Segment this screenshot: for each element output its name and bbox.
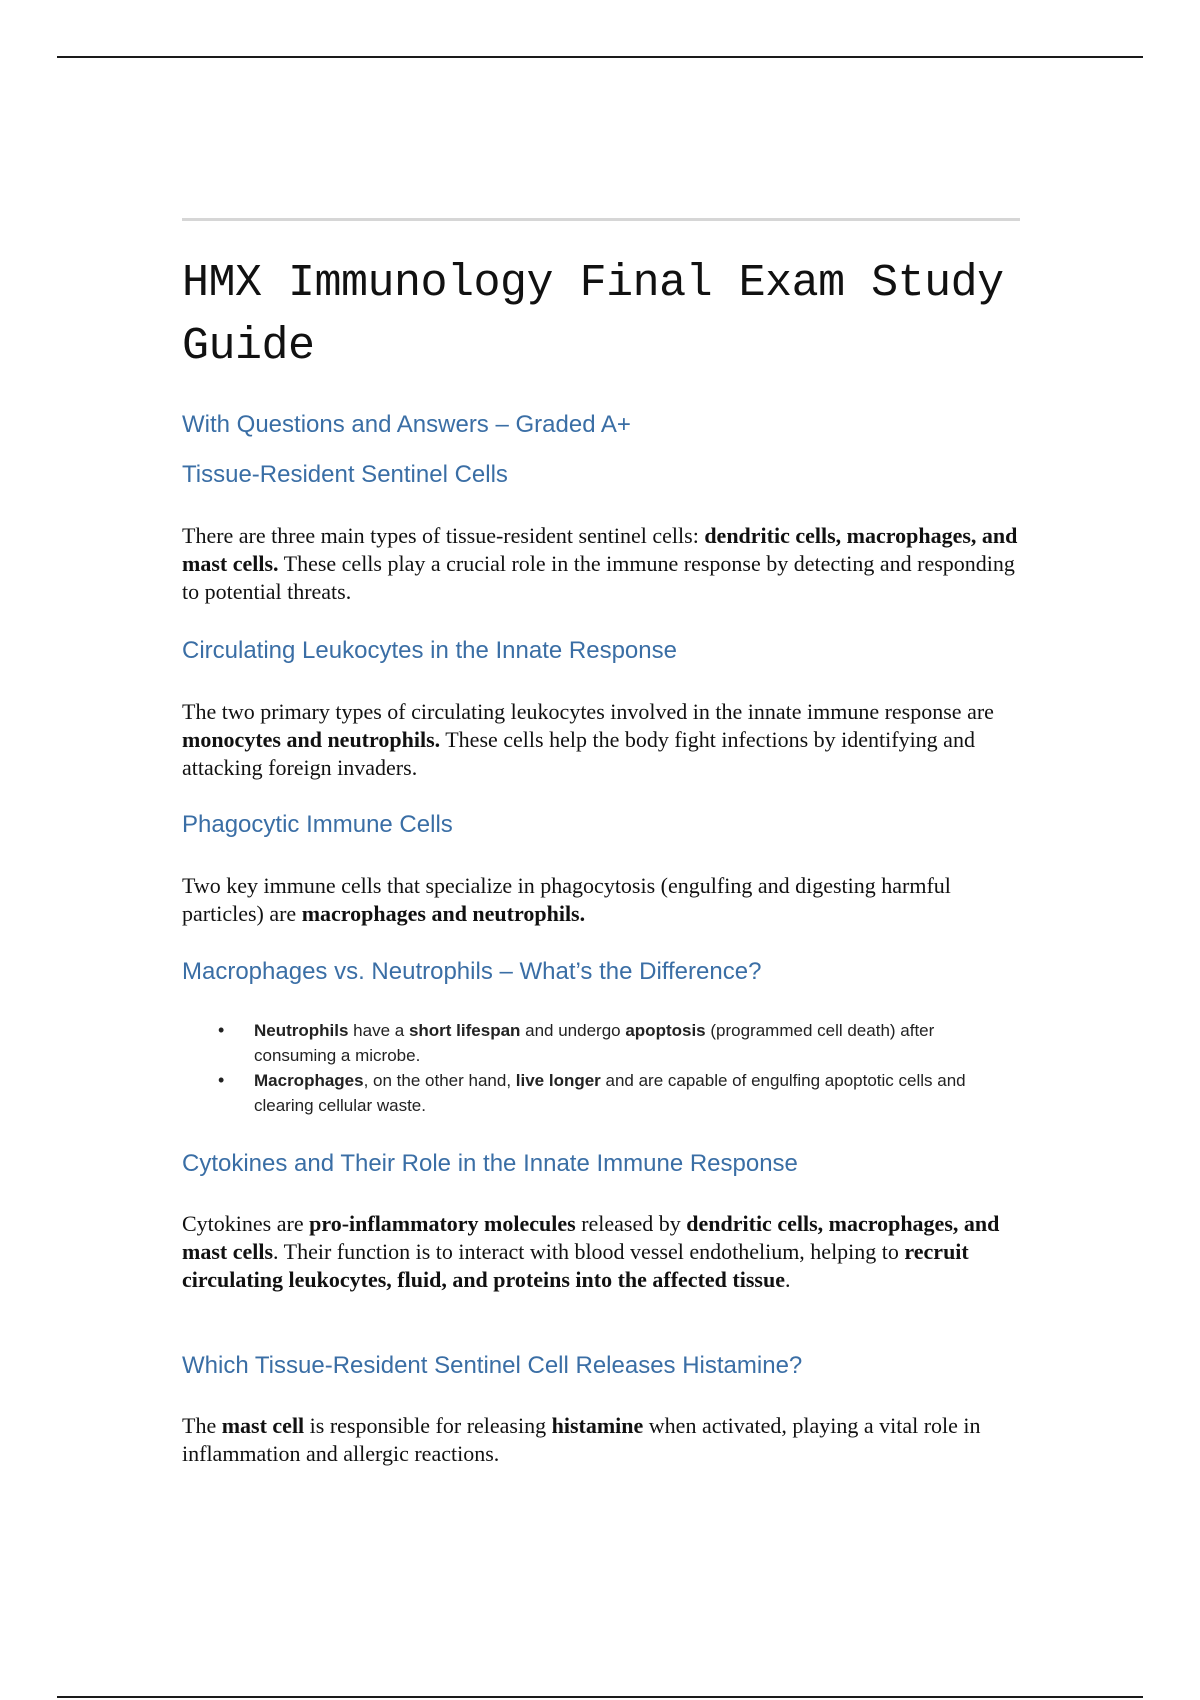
section-heading-cytokines: Cytokines and Their Role in the Innate Immune Response xyxy=(182,1150,798,1177)
section-heading-circulating-leukocytes: Circulating Leukocytes in the Innate Response xyxy=(182,637,677,664)
section-paragraph-histamine: The mast cell is responsible for releasing histamine when activated, playing a vital role in inflammation and allergic reactions. xyxy=(182,1413,981,1466)
comparison-list xyxy=(182,1018,1020,1118)
document-title: HMX Immunology Final Exam Study Guide xyxy=(182,258,1004,372)
bullet-icon: • xyxy=(218,1070,225,1090)
section-heading-macrophages-vs-neutrophils: Macrophages vs. Neutrophils – What’s the Difference? xyxy=(182,958,762,985)
section-paragraph-sentinel-cells: There are three main types of tissue-resident sentinel cells: dendritic cells, macrophages, and mast cells. These cells play a crucial role in the immune response by detecting and responding to potential threats. xyxy=(182,523,1018,604)
document-subtitle: With Questions and Answers – Graded A+ xyxy=(182,411,631,438)
section-heading-histamine: Which Tissue-Resident Sentinel Cell Releases Histamine? xyxy=(182,1352,803,1379)
section-heading-sentinel-cells: Tissue-Resident Sentinel Cells xyxy=(182,461,508,488)
page-top-rule xyxy=(57,56,1143,58)
title-divider xyxy=(182,218,1020,221)
list-item: • Macrophages, on the other hand, live longer and are capable of engulfing apoptotic cells and clearing cellular waste. xyxy=(218,1070,966,1115)
section-paragraph-cytokines: Cytokines are pro-inflammatory molecules released by dendritic cells, macrophages, and mast cells. Their function is to interact with blood vessel endothelium, helping to recruit circulating leukocytes, fluid, and proteins into the affected tissue. xyxy=(182,1211,1000,1292)
section-heading-phagocytic-cells: Phagocytic Immune Cells xyxy=(182,811,453,838)
section-paragraph-phagocytic-cells: Two key immune cells that specialize in phagocytosis (engulfing and digesting harmful particles) are macrophages and neutrophils. xyxy=(182,873,951,926)
list-item: • Neutrophils have a short lifespan and undergo apoptosis (programmed cell death) after consuming a microbe. xyxy=(218,1020,935,1065)
page-bottom-rule xyxy=(57,1696,1143,1698)
section-paragraph-circulating-leukocytes: The two primary types of circulating leukocytes involved in the innate immune response are monocytes and neutrophils. These cells help the body fight infections by identifying and attacking foreign invaders. xyxy=(182,699,994,780)
bullet-icon: • xyxy=(218,1020,225,1040)
